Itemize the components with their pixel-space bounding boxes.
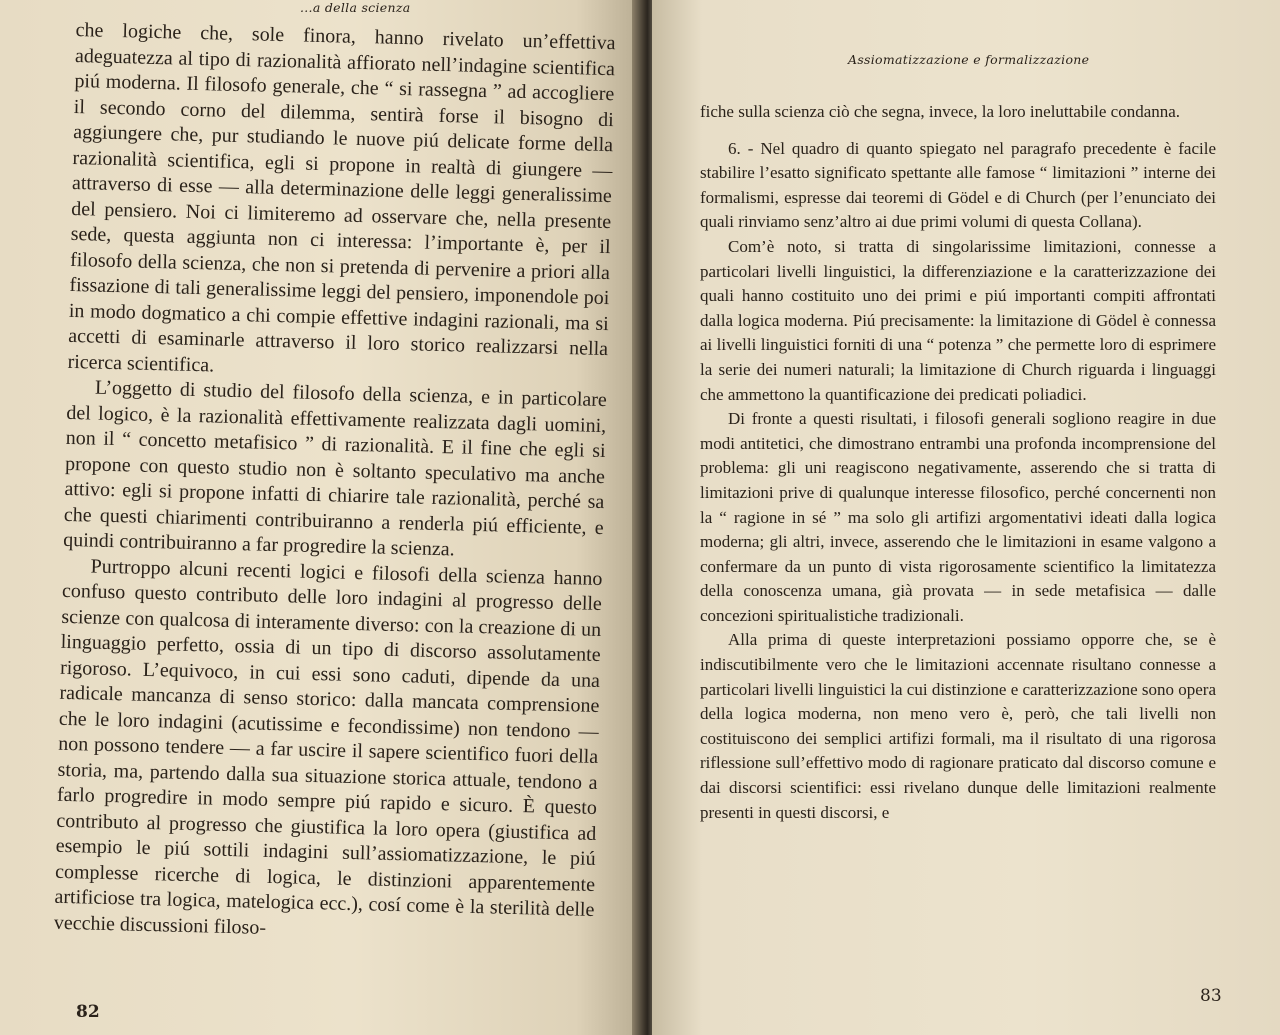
right-page-body xyxy=(700,100,1216,825)
paragraph: Alla prima di queste interpretazioni possiamo opporre che, se è indiscutibilmente vero che le limitazioni accennate risultano connesse a particolari livelli linguistici la cui distinzione e caratterizzazione sono opera della logica moderna, non meno vero è, però, che tali livelli non costituiscono dei semplici artifizi formali, ma il risultato di una rigorosa riflessione sull’effettivo modo di ragionare praticato dal discorso comune e dai discorsi scientifici: essi rivelano dunque delle limitazioni realmente presenti in questi discorsi, e xyxy=(700,630,1216,822)
paragraph: Purtroppo alcuni recenti logici e filosofi della scienza hanno confuso questo contributo delle loro indagini al progresso delle scienze con qualcosa di interamente diverso: con la creazione di un linguaggio perfetto, ossia di un tipo di discorso assolutamente rigoroso. L’equivoco, in cui essi sono caduti, dipende da una radicale mancanza di senso storico: dalla mancata comprensione che le loro indagini (acutissime e fecondissime) non tendono — non possono tendere — a far uscire il sapere scientifico fuori della storia, ma, partendo dalla sua situazione storica attuale, tendono a farlo progredire in modo sempre piú rapido e sicuro. È questo contributo al progresso che giustifica la loro opera (giustifica ad esempio le piú sottili indagini sull’assiomatizzazione, le piú complesse ricerche di logica, le distinzioni apparentemente artificiose tra logica, matelogica ecc.), cosí come è la sterilità delle vecchie discussioni filoso- xyxy=(53,555,603,939)
paragraph: 6. - Nel quadro di quanto spiegato nel paragrafo precedente è facile stabilire l’esatto significato spettante alle famose “ limitazioni ” interne dei formalismi, espresse dai teoremi di Gödel e di Church (per l’enunciato dei quali rinviamo senz’altro ai due primi volumi di questa Collana). xyxy=(700,138,1216,232)
left-page-number: 82 xyxy=(76,1002,100,1022)
paragraph: fiche sulla scienza ciò che segna, invece, la loro ineluttabile condanna. xyxy=(700,102,1181,121)
right-running-head: Assiomatizzazione e formalizzazione xyxy=(848,52,1090,67)
paragraph: che logiche che, sole finora, hanno rivelato un’effettiva adeguatezza al tipo di razionalità affiorato nell’indagine scientifica piú moderna. Il filosofo generale, che “ si rassegna ” ad accogliere il secondo corno del dilemma, sentirà forse il bisogno di aggiungere che, pur studiando le nuove piú delicate forme della razionalità scientifica, egli si propone in realtà di giungere — attraverso di esse — alla determinazione delle leggi generalissime del pensiero. Noi ci limiteremo ad osservare che, nella presente sede, questa aggiunta non ci interessa: l’importante è, per il filosofo della scienza, che non si pretenda di pervenire a priori alla fissazione di tali generalissime leggi del pensiero, imponendole poi in modo dogmatico a chi compie effettive indagini razionali, ma si accetti di esaminarle attraverso il loro storico realizzarsi nella ricerca scientifica. xyxy=(67,18,616,376)
paragraph: Di fronte a questi risultati, i filosofi generali sogliono reagire in due modi antitetici, che dimostrano entrambi una profonda incomprensione del problema: gli uni reagiscono negativamente, asserendo che si tratta di limitazioni prive di qualunque interesse filosofico, perché concernenti non la “ ragione in sé ” ma solo gli artifizi argomentativi ideati dalla logica moderna; gli altri, invece, asserendo che le limitazioni in esame valgono a confermare da un punto di vista rigorosamente scientifico la limitatezza della conoscenza umana, già provata — in sede metafisica — dalle concezioni spiritualistiche tradizionali. xyxy=(700,409,1216,625)
paragraph: L’oggetto di studio del filosofo della scienza, e in particolare del logico, è la razionalità effettivamente realizzata dagli uomini, non il “ concetto metafisico ” di razionalità. E il fine che egli si propone con questo studio non è soltanto speculativo ma anche attivo: egli si propone infatti di chiarire tale razionalità, perché sa che questi chiarimenti contribuiranno a renderla piú efficiente, e quindi contribuiranno a far progredire la scienza. xyxy=(62,376,608,561)
left-running-head: ...a della scienza xyxy=(300,0,411,15)
left-page-body xyxy=(54,18,616,949)
right-page xyxy=(652,0,1280,1035)
paragraph: Com’è noto, si tratta di singolarissime limitazioni, connesse a particolari livelli linguistici, la differenziazione e la caratterizzazione dei quali hanno costituito uno dei primi e piú importanti compiti affrontati dalla logica moderna. Piú precisamente: la limitazione di Gödel è connessa ai livelli linguistici forniti di una “ potenza ” che permette loro di esprimere la serie dei numeri naturali; la limitazione di Church riguarda i linguaggi che ammettono la quantificazione dei predicati poliadici. xyxy=(700,236,1216,404)
right-page-number: 83 xyxy=(1200,986,1222,1006)
